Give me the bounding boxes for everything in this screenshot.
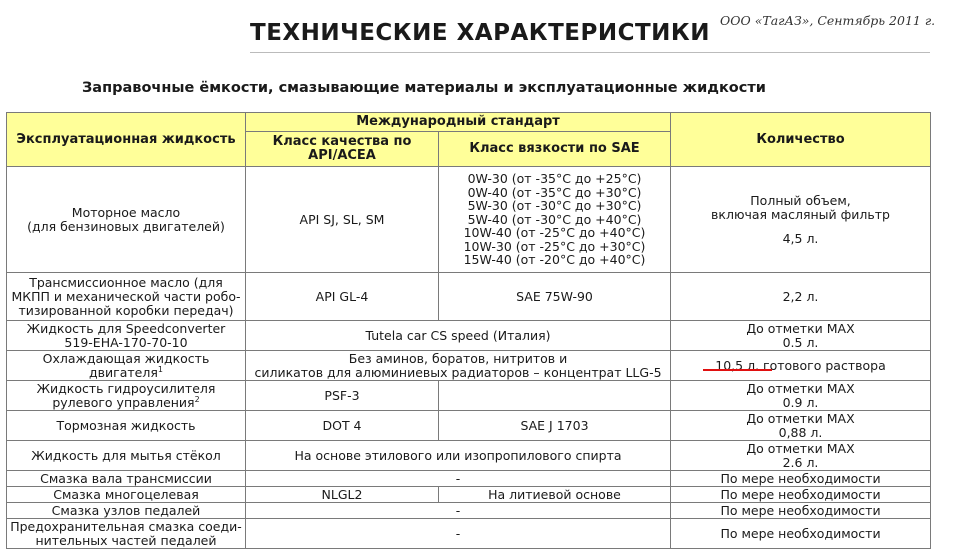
fluid-name: Жидкость гидроусилителя bbox=[36, 380, 216, 396]
qty-text: 2.6 л. bbox=[782, 454, 819, 470]
table-row bbox=[7, 273, 931, 321]
spec-cell: Tutela car CS speed (Италия) bbox=[246, 321, 671, 351]
fluid-cell: Трансмиссионное масло (для МКПП и механической части робо-тизированной коробки передач) bbox=[7, 273, 246, 321]
sae-cell bbox=[439, 381, 671, 411]
fluid-name-line2 bbox=[10, 366, 242, 380]
fluid-name: Предохранительная смазка соеди- bbox=[10, 518, 242, 534]
spec-text: силикатов для алюминиевых радиаторов – концентрат LLG-5 bbox=[254, 364, 662, 380]
red-underline-annotation bbox=[703, 369, 772, 371]
qty-text: До отметки MAX bbox=[746, 410, 855, 426]
qty-text: 0.9 л. bbox=[782, 394, 819, 410]
sae-grade: 15W-40 (от -20°C до +40°C) bbox=[463, 252, 646, 268]
table-row bbox=[7, 441, 931, 471]
fluid-name: Охлаждающая жидкость bbox=[42, 350, 210, 366]
qty-cell: По мере необходимости bbox=[671, 503, 931, 519]
qty-cell: По мере необходимости bbox=[671, 519, 931, 549]
fluid-cell: Смазка многоцелевая bbox=[7, 487, 246, 503]
api-cell: API SJ, SL, SM bbox=[246, 167, 439, 273]
fluid-cell: Жидкость для мытья стёкол bbox=[7, 441, 246, 471]
qty-cell bbox=[671, 411, 931, 441]
qty-text: 0.5 л. bbox=[782, 334, 819, 350]
table-row bbox=[7, 321, 931, 351]
qty-text: Полный объем, bbox=[750, 192, 851, 208]
sae-cell: На литиевой основе bbox=[439, 487, 671, 503]
qty-cell bbox=[671, 381, 931, 411]
table-row bbox=[7, 167, 931, 273]
fluid-name-text: рулевого управления bbox=[52, 394, 195, 410]
qty-text: До отметки MAX bbox=[746, 440, 855, 456]
table-row bbox=[7, 519, 931, 549]
page-title: ТЕХНИЧЕСКИЕ ХАРАКТЕРИСТИКИ bbox=[250, 20, 710, 46]
sae-grade: 5W-30 (от -30°C до +30°C) bbox=[467, 198, 642, 214]
table-row bbox=[7, 411, 931, 441]
qty-text: включая масляный фильтр bbox=[711, 206, 890, 222]
fluid-cell: Тормозная жидкость bbox=[7, 411, 246, 441]
qty-cell bbox=[671, 321, 931, 351]
qty-cell: 10,5 л. готового раствора bbox=[671, 351, 931, 381]
fluid-cell: Смазка вала трансмиссии bbox=[7, 471, 246, 487]
fluid-cell bbox=[7, 167, 246, 273]
header-row-1 bbox=[7, 113, 931, 132]
specs-table bbox=[6, 112, 931, 549]
col-fluid-header: Эксплуатационная жидкость bbox=[7, 113, 246, 167]
table-row bbox=[7, 503, 931, 519]
col-standard-header: Международный стандарт bbox=[246, 113, 671, 132]
sae-grade: 5W-40 (от -30°C до +40°C) bbox=[467, 211, 642, 227]
header-rule bbox=[250, 52, 930, 53]
fluid-cell bbox=[7, 351, 246, 381]
qty-text: До отметки MAX bbox=[746, 380, 855, 396]
fluid-cell bbox=[7, 381, 246, 411]
fluid-cell bbox=[7, 321, 246, 351]
fluid-cell: Смазка узлов педалей bbox=[7, 503, 246, 519]
footnote-mark: 2 bbox=[194, 394, 200, 404]
sae-grade: 0W-30 (от -35°C до +25°C) bbox=[467, 170, 642, 186]
col-api-header: Класс качества по API/ACEA bbox=[246, 132, 439, 167]
col-sae-header: Класс вязкости по SAE bbox=[439, 132, 671, 167]
spec-text: Без аминов, боратов, нитритов и bbox=[348, 350, 568, 366]
spec-cell: - bbox=[246, 519, 671, 549]
qty-value: 4,5 л. bbox=[782, 230, 819, 246]
fluid-name: нительных частей педалей bbox=[35, 532, 217, 548]
sae-cell bbox=[439, 167, 671, 273]
spec-cell bbox=[246, 351, 671, 381]
fluid-code: 519-EHA-170-70-10 bbox=[64, 334, 188, 350]
sae-cell: SAE 75W-90 bbox=[439, 273, 671, 321]
sae-grade: 0W-40 (от -35°C до +30°C) bbox=[467, 184, 642, 200]
qty-cell bbox=[671, 441, 931, 471]
api-cell: PSF-3 bbox=[246, 381, 439, 411]
fluid-name-text: двигателя bbox=[89, 364, 158, 380]
table-row bbox=[7, 487, 931, 503]
api-cell: NLGL2 bbox=[246, 487, 439, 503]
fluid-name: Моторное масло bbox=[71, 204, 181, 220]
footnote-mark: 1 bbox=[157, 364, 163, 374]
fluid-cell bbox=[7, 519, 246, 549]
api-cell: DOT 4 bbox=[246, 411, 439, 441]
qty-text: До отметки MAX bbox=[746, 320, 855, 336]
qty-text: 0,88 л. bbox=[778, 424, 823, 440]
fluid-name-line2 bbox=[10, 396, 242, 410]
col-quantity-header: Количество bbox=[671, 113, 931, 167]
table-row bbox=[7, 351, 931, 381]
api-cell: API GL-4 bbox=[246, 273, 439, 321]
sae-cell: SAE J 1703 bbox=[439, 411, 671, 441]
table-row bbox=[7, 381, 931, 411]
table-row bbox=[7, 471, 931, 487]
fluid-name: Жидкость для Speedconverter bbox=[26, 320, 226, 336]
fluid-note: (для бензиновых двигателей) bbox=[27, 218, 225, 234]
qty-cell: 2,2 л. bbox=[671, 273, 931, 321]
spec-cell: - bbox=[246, 503, 671, 519]
qty-cell bbox=[671, 167, 931, 273]
spec-cell: - bbox=[246, 471, 671, 487]
sae-grade: 10W-40 (от -25°C до +40°C) bbox=[463, 225, 646, 241]
section-subtitle: Заправочные ёмкости, смазывающие материалы и эксплуатационные жидкости bbox=[82, 80, 766, 96]
qty-cell: По мере необходимости bbox=[671, 471, 931, 487]
company-date: ООО «ТагАЗ», Сентябрь 2011 г. bbox=[720, 13, 936, 28]
qty-cell: По мере необходимости bbox=[671, 487, 931, 503]
spec-cell: На основе этилового или изопропилового спирта bbox=[246, 441, 671, 471]
sae-grade: 10W-30 (от -25°C до +30°C) bbox=[463, 238, 646, 254]
